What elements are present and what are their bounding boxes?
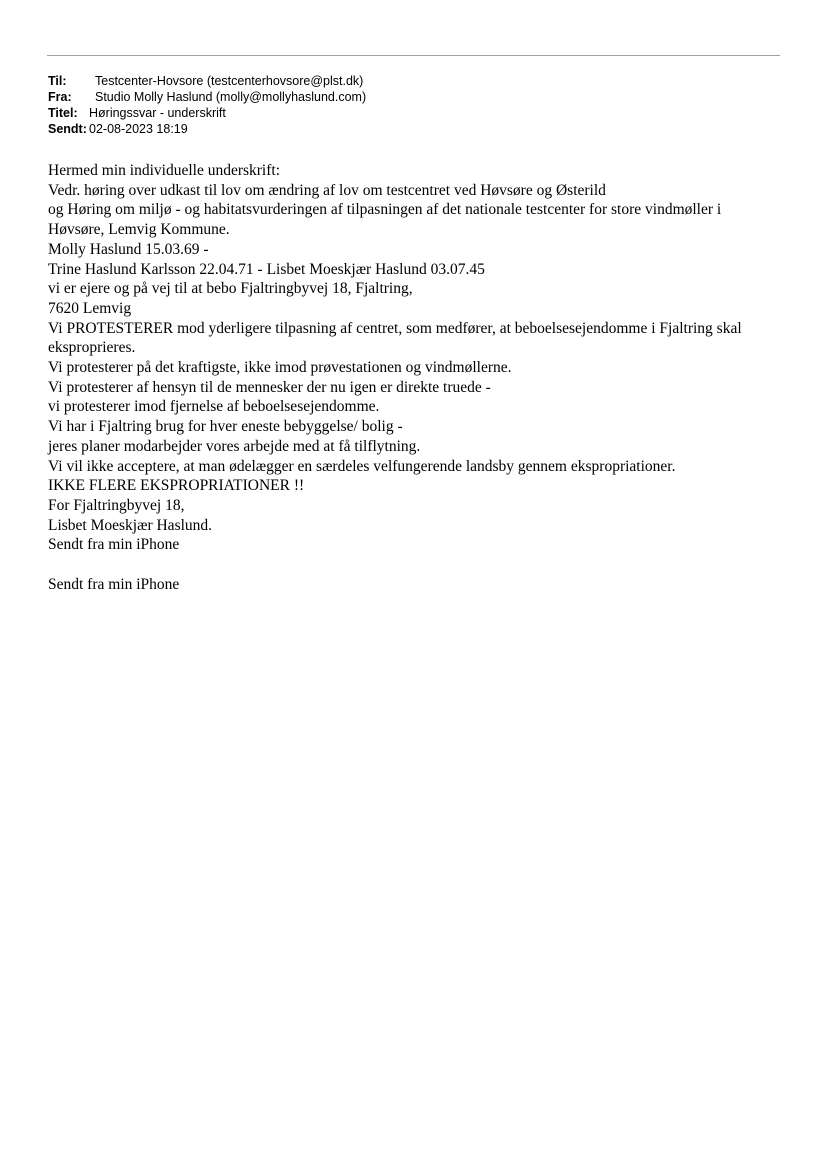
blank-line [48,555,780,575]
body-line: IKKE FLERE EKSPROPRIATIONER !! [48,477,305,495]
body-line: For Fjaltringbyvej 18, [48,496,185,514]
body-line: vi protesterer imod fjernelse af beboelsesejendomme. [48,398,380,416]
to-row [48,73,778,89]
subject-value: Høringssvar - underskrift [89,106,226,120]
body-line: Hermed min individuelle underskrift: [48,162,281,179]
sent-value: 02-08-2023 18:19 [89,122,188,136]
subject-label: Titel: [48,106,78,120]
email-body [48,161,780,594]
signature-line: Sendt fra min iPhone [48,536,180,554]
body-line: Vi PROTESTERER mod yderligere tilpasning af centret, som medfører, at beboelsesejendomme i Fjaltring skal eksproprieres. [48,319,746,357]
sent-row [48,121,778,137]
body-line: Molly Haslund 15.03.69 - [48,240,209,258]
subject-row [48,105,778,121]
body-line: vi er ejere og på vej til at bebo Fjaltringbyvej 18, Fjaltring, [48,280,413,298]
body-line: Vi har i Fjaltring brug for hver eneste bebyggelse/ bolig - [48,418,403,436]
body-line: Lisbet Moeskjær Haslund. [48,516,213,534]
from-row [48,89,778,105]
body-line: Vi vil ikke acceptere, at man ødelægger en særdeles velfungerende landsby gennem ekspropriationer. [48,457,676,475]
body-line: Vi protesterer på det kraftigste, ikke imod prøvestationen og vindmøllerne. [48,359,512,377]
body-line: 7620 Lemvig [48,299,132,317]
body-line: Trine Haslund Karlsson 22.04.71 - Lisbet Moeskjær Haslund 03.07.45 [48,260,485,278]
from-label: Fra: [48,90,72,104]
sent-label: Sendt: [48,122,87,136]
to-value: Testcenter-Hovsore (testcenterhovsore@plst.dk) [95,74,364,88]
email-header [48,73,778,137]
body-line: Vi protesterer af hensyn til de mennesker der nu igen er direkte truede - [48,378,491,396]
body-line: og Høring om miljø - og habitatsvurderingen af tilpasningen af det nationale testcenter for store vindmøller i Høvsøre, Lemvig Kommune. [48,201,726,239]
header-divider [47,55,780,56]
body-line: jeres planer modarbejder vores arbejde med at få tilflytning. [48,437,421,455]
body-line: Vedr. høring over udkast til lov om ændring af lov om testcentret ved Høvsøre og Østerild [48,181,606,199]
from-value: Studio Molly Haslund (molly@mollyhaslund.com) [95,90,367,104]
to-label: Til: [48,74,67,88]
signature-line: Sendt fra min iPhone [48,575,180,593]
